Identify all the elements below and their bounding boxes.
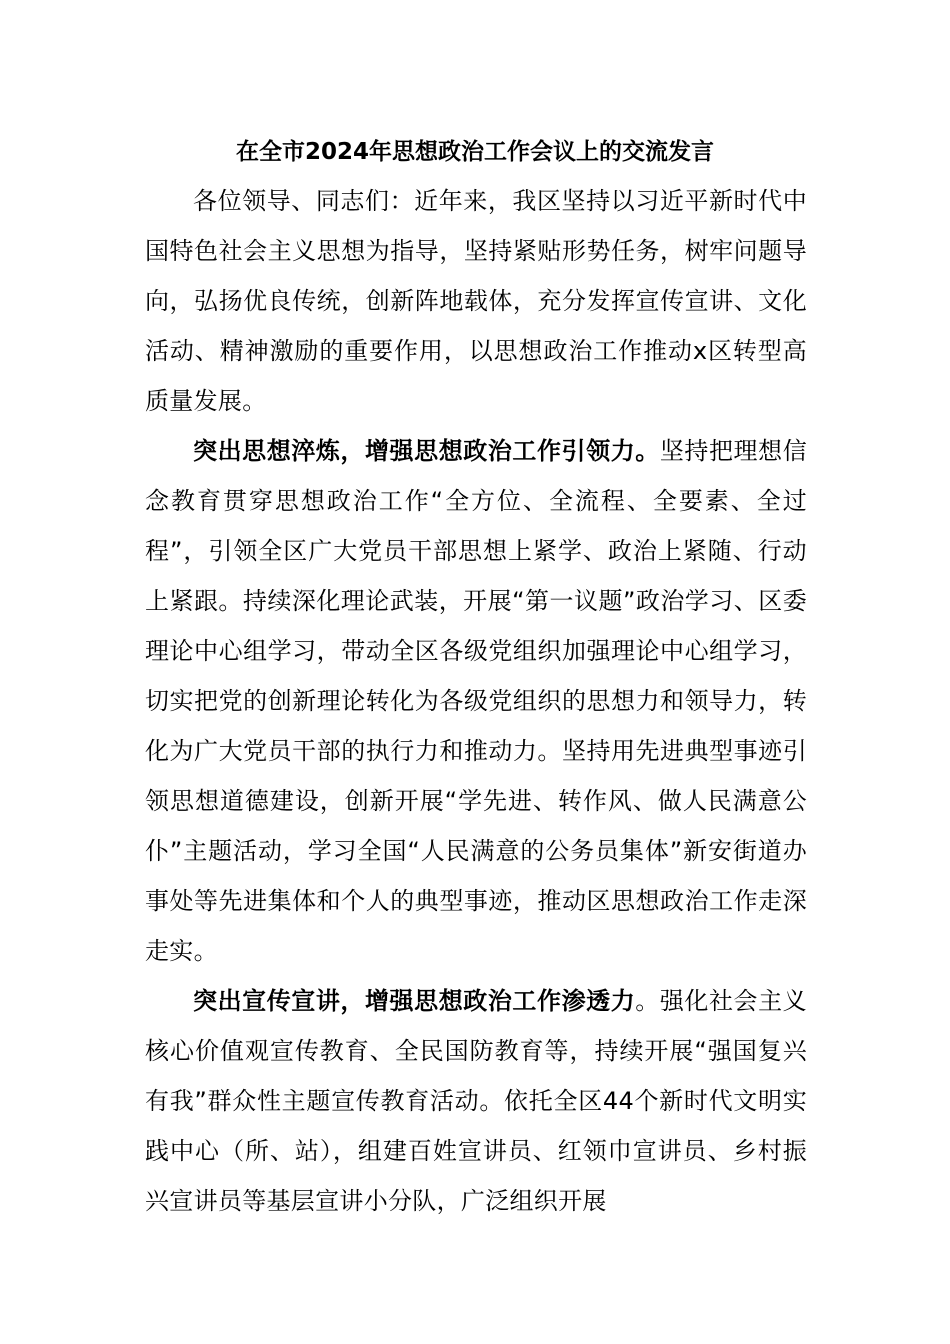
paragraph-text: 坚持把理想信念教育贯穿思想政治工作“全方位、全流程、全要素、全过程”，引领全区广大党员干部思想上紧学、政治上紧随、行动上紧跟。持续深化理论武装，开展“第一议题”政治学习、区委理论中心组学习，带动全区各级党组织加强理论中心组学习，切实把党的创新理论转化为各级党组织的思想力和领导力，转化为广大党员干部的执行力和推动力。坚持用先进典型事迹引领思想道德建设，创新开展“学先进、转作风、做人民满意公仆”主题活动，学习全国“人民满意的公务员集体”新安街道办事处等先进集体和个人的典型事迹，推动区思想政治工作走深走实。	[145, 437, 807, 965]
paragraph-publicity-lectures	[145, 976, 807, 1226]
paragraph-lead: 突出宣传宣讲，增强思想政治工作渗透力	[193, 987, 636, 1015]
document-title: 在全市2024年思想政治工作会议上的交流发言	[235, 139, 714, 165]
paragraph-opening	[145, 176, 807, 426]
paragraph-ideological-tempering	[145, 426, 807, 976]
document-body	[145, 176, 807, 1226]
paragraph-lead: 突出思想淬炼，增强思想政治工作引领力。	[193, 437, 660, 465]
paragraph-text: 各位领导、同志们：近年来，我区坚持以习近平新时代中国特色社会主义思想为指导，坚持紧贴形势任务，树牢问题导向，弘扬优良传统，创新阵地载体，充分发挥宣传宣讲、文化活动、精神激励的重要作用，以思想政治工作推动x区转型高质量发展。	[145, 187, 807, 415]
paragraph-text: 。强化社会主义核心价值观宣传教育、全民国防教育等，持续开展“强国复兴有我”群众性主题宣传教育活动。依托全区44个新时代文明实践中心（所、站），组建百姓宣讲员、红领巾宣讲员、乡村振兴宣讲员等基层宣讲小分队，广泛组织开展	[145, 987, 807, 1215]
